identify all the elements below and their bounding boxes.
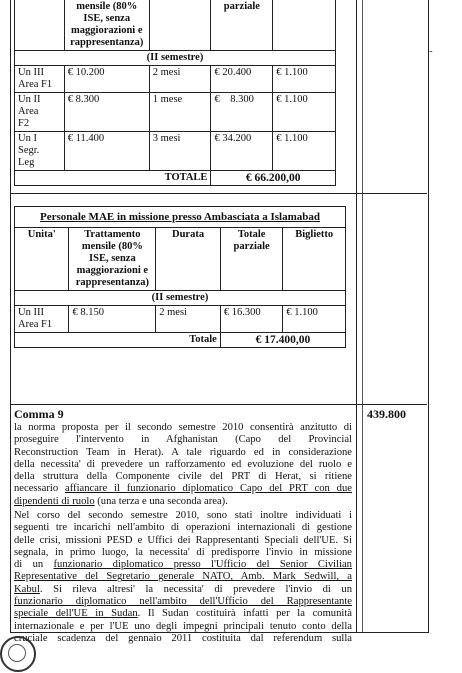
table-header-row bbox=[15, 228, 346, 291]
text-line bbox=[14, 510, 352, 522]
text-line bbox=[14, 633, 352, 645]
underlined-text: funzionario diplomatico nell'ambito dell'Ufficio del Rappresentante bbox=[14, 596, 352, 608]
text-line bbox=[14, 621, 352, 633]
column-divider bbox=[356, 0, 357, 632]
text-line bbox=[14, 547, 352, 559]
text-run: delle crisi, missioni PESD e Uffici dei Rappresentanti Speciali dell'UE. Si bbox=[14, 534, 352, 546]
text-line bbox=[14, 596, 352, 608]
text-line bbox=[14, 571, 352, 583]
underlined-text: affiancare il funzionario diplomatico Capo del PRT con due bbox=[65, 483, 352, 495]
header-biglietto: Biglietto bbox=[283, 228, 346, 291]
text-run: cruciale scadenza del gennaio 2011 costituita dal referendum sulla bbox=[14, 632, 352, 644]
text-line bbox=[14, 483, 352, 495]
underlined-text: speciale dell'UE in Sudan bbox=[14, 608, 138, 620]
section-divider bbox=[10, 193, 427, 194]
total-row bbox=[15, 171, 336, 186]
text-run: Nel corso del secondo semestre 2010, sono stati inoltre individuati i bbox=[14, 510, 352, 521]
header-parziale: parziale bbox=[211, 0, 273, 51]
text-line bbox=[14, 522, 352, 534]
underlined-text: Kabul bbox=[14, 583, 40, 595]
underlined-text: funzionario diplomatico presso l'Ufficio del Senior Civilian bbox=[53, 559, 352, 571]
table-islamabad bbox=[14, 206, 346, 348]
total-value: € 66.200,00 bbox=[211, 171, 336, 186]
total-label: TOTALE bbox=[15, 171, 211, 186]
table-row: Un III Area F1 € 10.200 2 mesi € 20.400 € 1.100 bbox=[15, 66, 336, 93]
table-row: Un III Area F1 € 8.150 2 mesi € 16.300 € 1.100 bbox=[15, 306, 346, 333]
text-run: . Il Sudan costituirà infatti per la comunità bbox=[137, 608, 352, 620]
text-line bbox=[14, 471, 352, 483]
section-divider bbox=[10, 404, 427, 405]
total-row bbox=[15, 333, 346, 348]
text-run: segnala, in primo luogo, la necessita' di predisporre l'invio in missione bbox=[14, 546, 352, 558]
table-row: Un II Area F2 € 8.300 1 mese € 8.300 € 1.100 bbox=[15, 93, 336, 132]
underlined-text: dipendenti di ruolo bbox=[14, 495, 95, 507]
header-trattamento: Trattamento mensile (80% ISE, senza maggiorazioni e rappresentanza) bbox=[69, 228, 156, 291]
table-header-row bbox=[15, 0, 336, 51]
text-line bbox=[14, 608, 352, 620]
total-value: € 17.400,00 bbox=[220, 333, 345, 348]
table-title: Personale MAE in missione presso Ambasciata a Islamabad bbox=[15, 207, 346, 228]
semester-label: (II semestre) bbox=[15, 51, 336, 66]
text-line bbox=[14, 535, 352, 547]
text-run: della necessita' di prevedere un rafforzamento ed evoluzione del ruolo e bbox=[14, 458, 352, 470]
header-durata: Durata bbox=[156, 228, 221, 291]
text-run: la norma proposta per il secondo semestre 2010 consentirà anzitutto di bbox=[14, 422, 352, 433]
text-run: . Si rileva altresi' la necessita' di prevedere l'invio di un bbox=[39, 583, 352, 595]
header-unita: Unita' bbox=[15, 228, 69, 291]
text-run: (una terza e una seconda area). bbox=[94, 495, 228, 507]
text-line bbox=[14, 496, 352, 508]
comma-amount: 439.800 bbox=[367, 407, 406, 421]
text-line bbox=[14, 559, 352, 571]
margin-mark: - bbox=[429, 45, 433, 57]
paragraph-missions bbox=[14, 510, 352, 645]
text-run: necessario bbox=[14, 483, 65, 495]
seal-stamp bbox=[0, 636, 36, 672]
text-run: seguenti tre incarichi nell'ambito di operazioni internazionali di gestione bbox=[14, 522, 352, 534]
text-line bbox=[14, 447, 352, 459]
text-run: Reconstruction Team in Herat). A tale riguardo ed in considerazione bbox=[14, 446, 352, 458]
underlined-text: Representative del Segretario generale NATO, Amb. Mark Sedwill, a bbox=[14, 571, 352, 583]
total-label: Totale bbox=[15, 333, 221, 348]
text-run: internazionale e per l'UE uno degli impegni principali tenuto conto della bbox=[14, 620, 352, 632]
header-totale: Totale parziale bbox=[220, 228, 283, 291]
text-line bbox=[14, 422, 352, 434]
text-run: di un bbox=[14, 559, 54, 571]
text-line bbox=[14, 459, 352, 471]
comma-title: Comma 9 bbox=[14, 407, 64, 421]
column-divider-inner bbox=[362, 0, 363, 632]
text-line bbox=[14, 584, 352, 596]
text-run: proseguire l'intervento in Afghanistan (Capo del Provincial bbox=[14, 434, 352, 446]
table-herat bbox=[14, 0, 336, 186]
table-row: Un I Segr. Leg € 11.400 3 mesi € 34.200 € 1.100 bbox=[15, 132, 336, 171]
text-run: della struttura della Componente civile del PRT di Herat, si ritiene bbox=[14, 471, 352, 483]
paragraph-afghanistan bbox=[14, 422, 352, 508]
text-line bbox=[14, 434, 352, 446]
header-trattamento: mensile (80% ISE, senza maggiorazioni e rappresentanza) bbox=[64, 0, 149, 51]
semester-label: (II semestre) bbox=[15, 291, 346, 306]
